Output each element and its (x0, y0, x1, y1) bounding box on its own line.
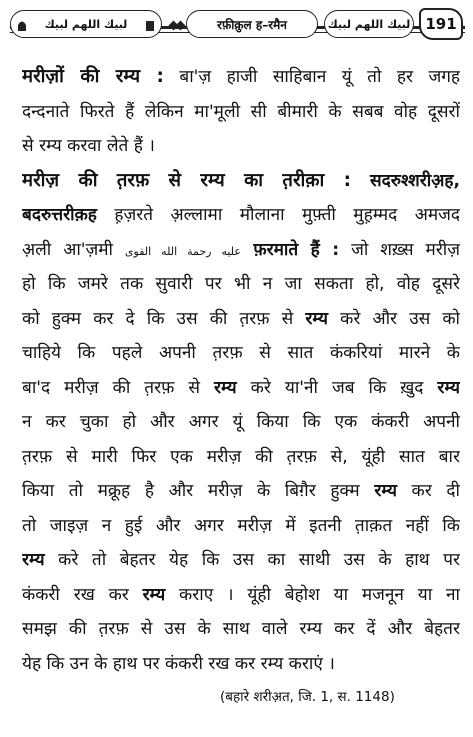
reference-citation: (बहारे शरीअ़त, जि. 1, स. 1148) (220, 689, 395, 705)
text-span: करे और उस को (328, 308, 460, 329)
text-line: हो कि जमरे तक सुवारी पर भी न जा सकता हो, वोह दूसरे (22, 274, 460, 294)
text-span-bold: रम्य (22, 550, 45, 570)
text-line (22, 371, 460, 406)
text-span-bold: रम्य (305, 308, 328, 329)
text-span: कराए । यूंही बेहोश या मजनून या ना (165, 584, 460, 605)
page-body (22, 60, 460, 681)
text-line (22, 302, 460, 337)
text-span: किया तो मक्रूह है और मरीज़ के बिग़ैर हुक्म (22, 481, 375, 501)
text-span: कर दी (396, 481, 460, 501)
text-span: बा'द मरीज़ की त़रफ़ से (22, 377, 215, 398)
text-line (22, 578, 460, 613)
text-line (22, 60, 460, 95)
text-span: जो शख़्स मरीज़ (339, 239, 460, 260)
text-line (22, 164, 460, 199)
text-span-bold: रम्य (142, 584, 166, 605)
page-number: 191 (419, 8, 463, 40)
text-span-bold: फ़रमाते हैं : (240, 239, 340, 260)
text-line (22, 543, 460, 578)
mosque-icon (17, 17, 27, 31)
text-line (22, 233, 460, 268)
text-span: बा'ज़ हाजी साहिबान यूं तो हर जगह (163, 67, 460, 87)
arabic-honorific: عليه رحمة الله القوى (124, 244, 241, 258)
kaaba-icon (145, 17, 155, 31)
header-logo-left (10, 10, 162, 38)
text-span: कंकरी रख कर (22, 584, 143, 605)
text-span: करे तो बेहतर येह कि उस का साथी उस के हाथ पर (44, 550, 460, 570)
header-title: रफ़ीक़ुल ह–रमैन (186, 10, 318, 38)
text-line: त़रफ़ से मारी फिर एक मरीज़ की त़रफ़ से, यूंही सात बार (22, 446, 460, 467)
section-heading: मरीज़ों की रम्य : (22, 66, 164, 87)
text-span-bold: रम्य (374, 481, 397, 501)
text-span: अ़ली आ'ज़मी (22, 239, 125, 260)
text-line: दन्दनाते फिरते हैं लेकिन मा'मूली सी बीमारी के सबब वोह दूसरों (22, 101, 460, 122)
section-heading: मरीज़ की त़रफ़ से रम्य का त़रीक़ा : (22, 169, 352, 191)
header-logo-right (324, 10, 414, 38)
text-line (22, 474, 460, 509)
text-line (22, 198, 460, 233)
text-line: न कर चुका हो और अगर यूं किया कि एक कंकरी अपनी (22, 412, 460, 432)
text-line: येह कि उन के हाथ पर कंकरी रख कर रम्य कराएं । (22, 653, 335, 674)
text-line: तो जाइज़ न हुई और अगर मरीज़ में इतनी त़ाक़त नहीं कि (22, 515, 460, 536)
page-header (10, 8, 465, 44)
text-span: को हुक्म कर दे कि उस की त़रफ़ से (22, 308, 306, 329)
text-span-bold: सदरुश्शरीअ़ह, (351, 170, 460, 191)
text-span: करे या'नी जब कि ख़ुद (236, 377, 438, 398)
text-line: समझ की त़रफ़ से उस के साथ वाले रम्य कर दें और बेहतर (22, 619, 460, 639)
text-line: से रम्य करवा लेते हैं । (22, 136, 155, 156)
header-logo-right-text: لبيك اللهم لبيك (327, 17, 411, 31)
text-line: चाहिये कि पहले अपनी त़रफ़ से सात कंकरियां मारने के (22, 343, 460, 363)
text-span-bold: बदरुत्तरीक़ह (22, 205, 97, 225)
text-span: ह़ज़रते अ़ल्लामा मौलाना मुफ़्ती मुह़म्मद अमजद (96, 205, 460, 225)
text-span-bold: रम्य (214, 377, 237, 398)
header-logo-left-text: لبيك اللهم لبيك (44, 17, 128, 31)
text-span-bold: रम्य (437, 377, 460, 398)
